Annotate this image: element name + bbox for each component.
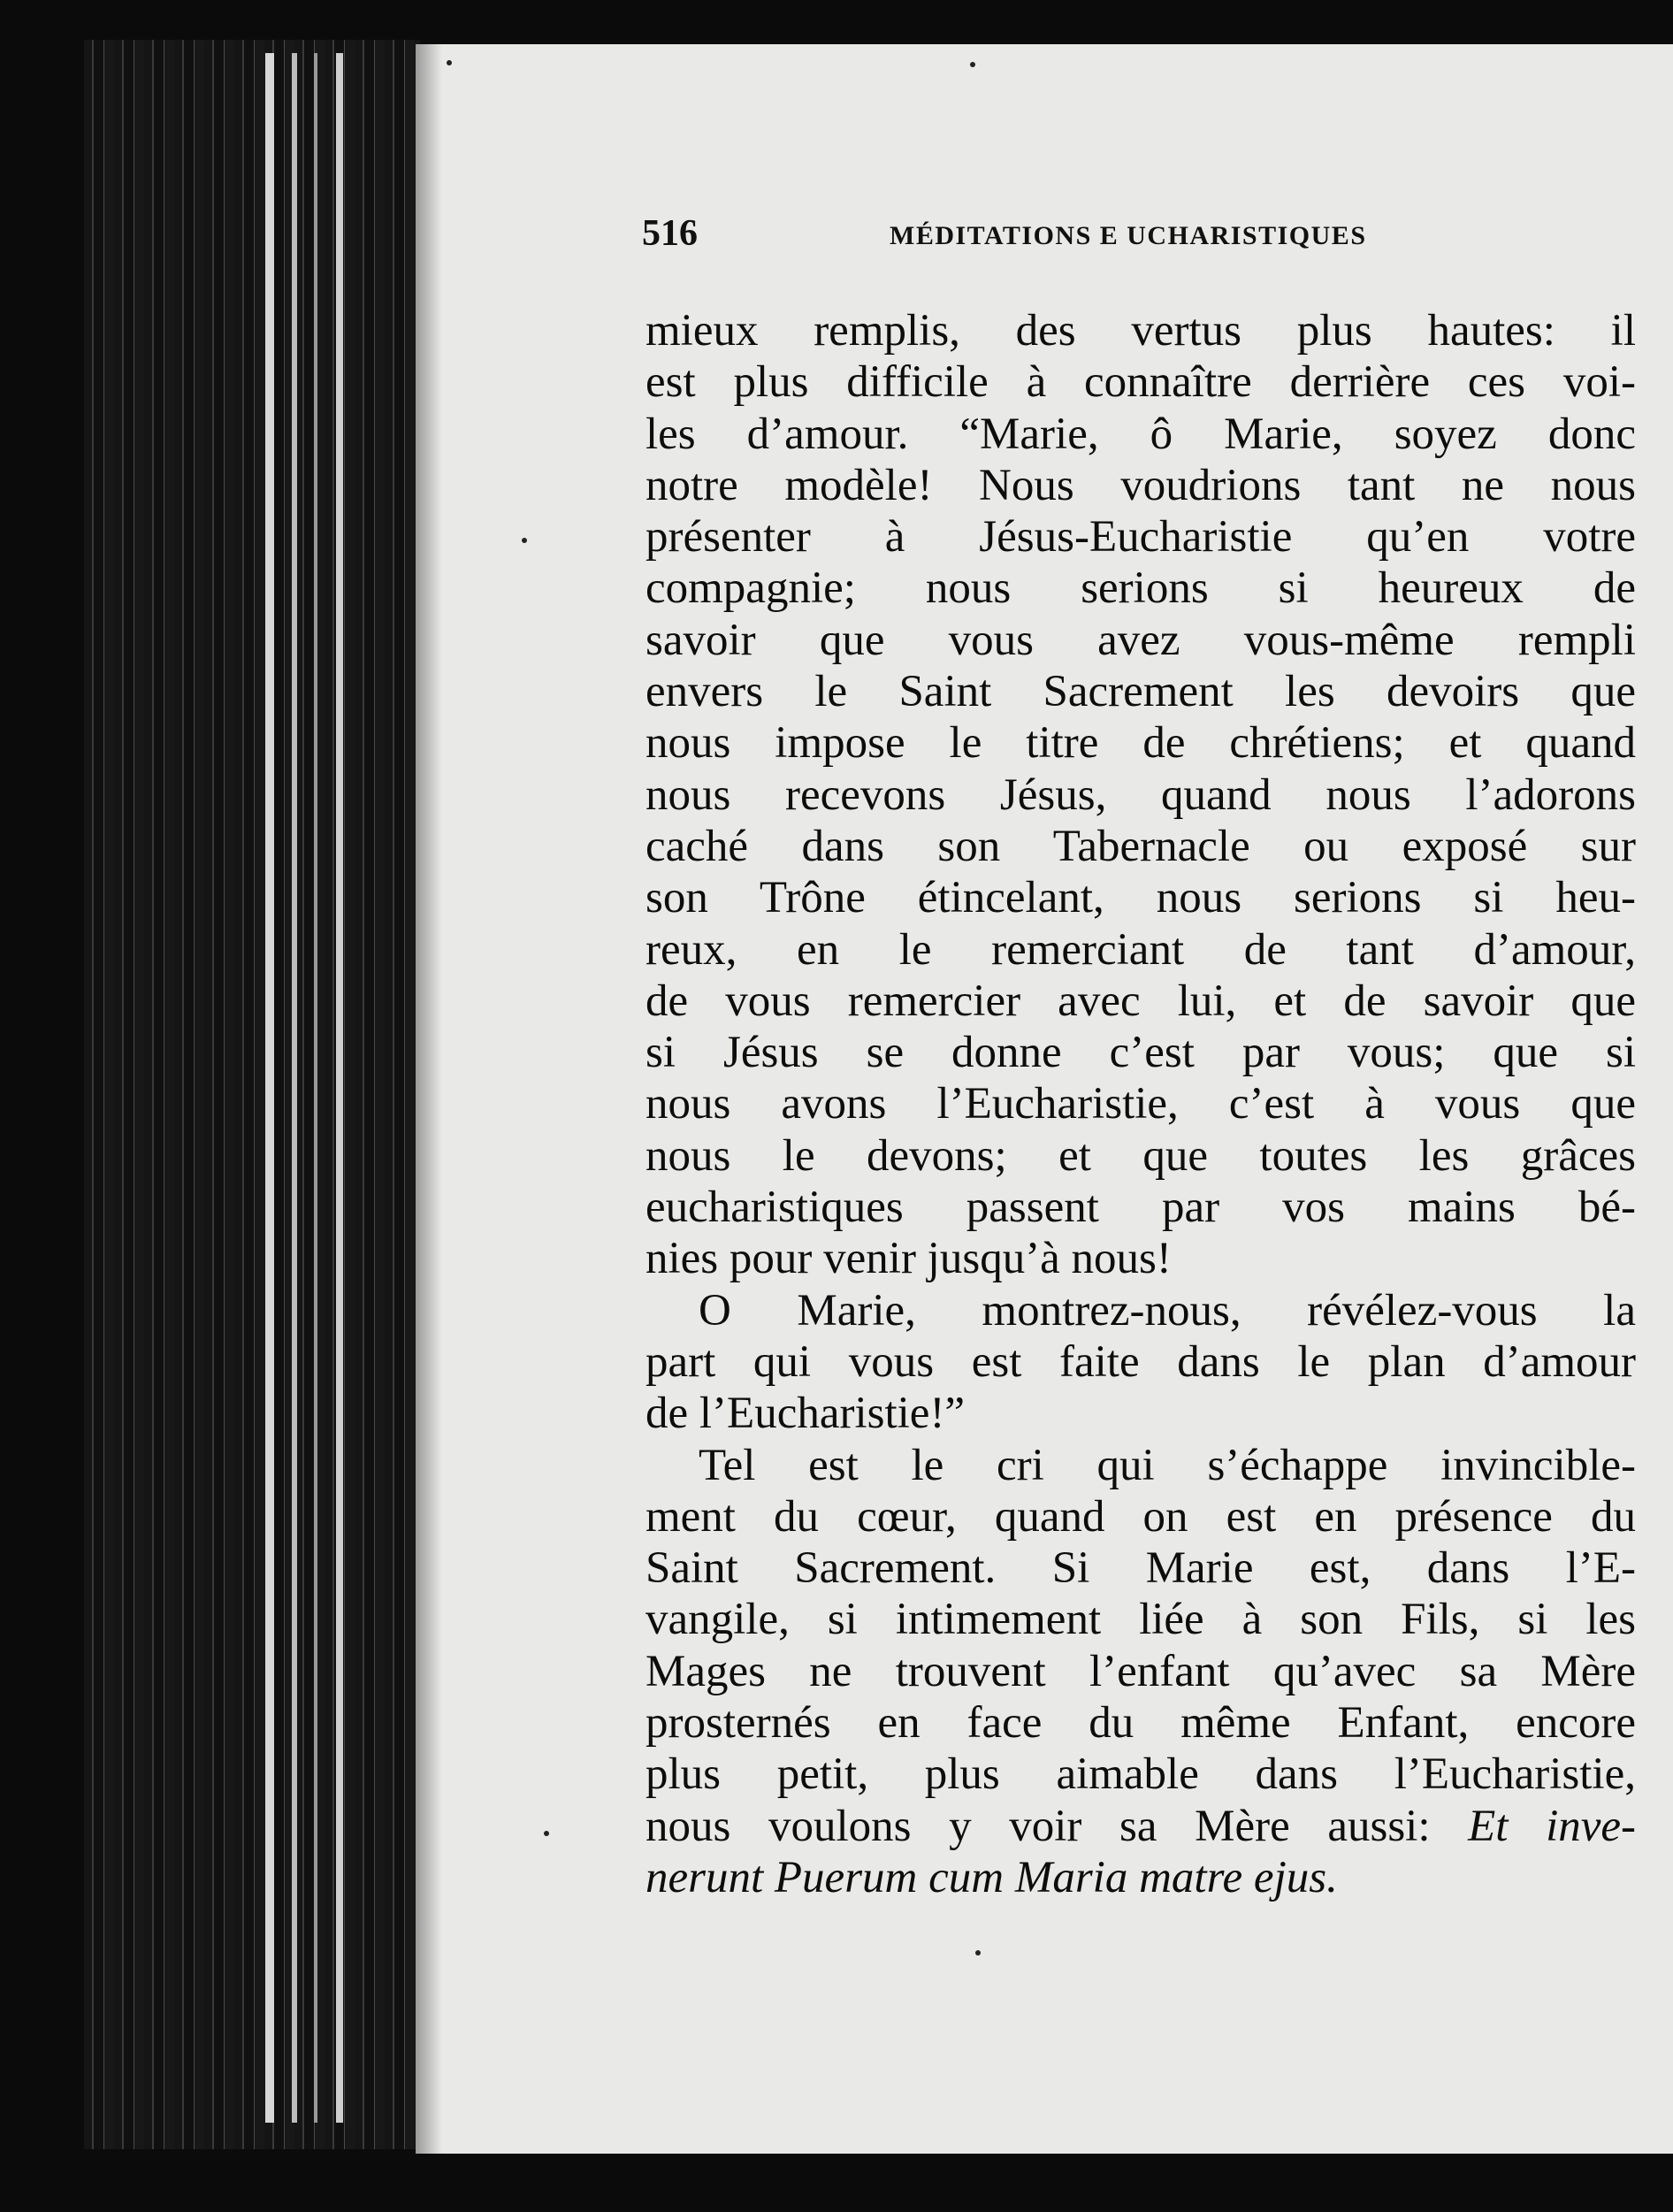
text-line: O Marie, montrez-nous, révélez-vous la bbox=[699, 1285, 1636, 1336]
text-line: si Jésus se donne c’est par vous; que si bbox=[646, 1028, 1636, 1078]
text-line: Tel est le cri qui s’échappe invincible- bbox=[699, 1440, 1636, 1490]
page-edge-highlight bbox=[265, 53, 274, 2123]
dust-speck bbox=[975, 1950, 981, 1956]
latin-quote-line: nerunt Puerum cum Maria matre ejus. bbox=[646, 1852, 1338, 1902]
text-line: présenter à Jésus-Eucharistie qu’en votre bbox=[646, 512, 1636, 563]
latin-quote: Et inve- bbox=[1468, 1801, 1636, 1851]
text-line: nous impose le titre de chrétiens; et quand bbox=[646, 718, 1636, 769]
text-line: nous le devons; et que toutes les grâces bbox=[646, 1130, 1636, 1181]
text-line: notre modèle! Nous voudrions tant ne nous bbox=[646, 460, 1636, 510]
text-line: de l’Eucharistie!” bbox=[646, 1389, 966, 1439]
text-line: nies pour venir jusqu’à nous! bbox=[646, 1234, 1172, 1284]
text-line: caché dans son Tabernacle ou exposé sur bbox=[646, 821, 1636, 871]
text-line: ment du cœur, quand on est en présence du bbox=[646, 1491, 1636, 1542]
text-line: de vous remercier avec lui, et de savoir que bbox=[646, 976, 1636, 1026]
text-line: nous recevons Jésus, quand nous l’adorons bbox=[646, 769, 1636, 820]
text-line: nous avons l’Eucharistie, c’est à vous que bbox=[646, 1079, 1636, 1129]
text-line: envers le Saint Sacrement les devoirs que bbox=[646, 667, 1636, 717]
text-line: part qui vous est faite dans le plan d’amour bbox=[646, 1336, 1636, 1387]
text-line: les d’amour. “Marie, ô Marie, soyez donc bbox=[646, 409, 1636, 459]
running-title: MÉDITATIONS E UCHARISTIQUES bbox=[890, 221, 1367, 250]
text-line: prosternés en face du même Enfant, encore bbox=[646, 1698, 1636, 1749]
text-line: Mages ne trouvent l’enfant qu’avec sa Mère bbox=[646, 1646, 1636, 1696]
text-line: est plus difficile à connaître derrière ces voi- bbox=[646, 357, 1636, 408]
text-line: son Trône étincelant, nous serions si heu- bbox=[646, 873, 1636, 923]
page-edge-highlight bbox=[314, 53, 317, 2123]
body-text bbox=[646, 305, 1636, 1903]
dust-speck bbox=[970, 62, 975, 67]
page-edge-highlight bbox=[336, 53, 343, 2123]
dust-speck bbox=[522, 538, 527, 543]
text-line bbox=[646, 1801, 1636, 1852]
dust-speck bbox=[544, 1831, 549, 1836]
running-head bbox=[642, 212, 1438, 265]
page-gutter-shadow bbox=[416, 44, 442, 2154]
text-line: vangile, si intimement liée à son Fils, si les bbox=[646, 1595, 1636, 1645]
page-number: 516 bbox=[642, 213, 698, 254]
text-line: savoir que vous avez vous-même rempli bbox=[646, 615, 1636, 665]
text-line: Saint Sacrement. Si Marie est, dans l’E- bbox=[646, 1543, 1636, 1594]
text-line: eucharistiques passent par vos mains bé- bbox=[646, 1183, 1636, 1233]
text-line: compagnie; nous serions si heureux de bbox=[646, 563, 1636, 614]
text-line: reux, en le remerciant de tant d’amour, bbox=[646, 924, 1636, 975]
text-run: nous voulons y voir sa Mère aussi: bbox=[646, 1801, 1431, 1851]
page-edge-highlight bbox=[292, 53, 297, 2123]
text-line: plus petit, plus aimable dans l’Eucharistie, bbox=[646, 1749, 1636, 1800]
dust-speck bbox=[447, 60, 452, 65]
book-spine-edges bbox=[84, 40, 420, 2149]
text-line: mieux remplis, des vertus plus hautes: il bbox=[646, 306, 1636, 356]
